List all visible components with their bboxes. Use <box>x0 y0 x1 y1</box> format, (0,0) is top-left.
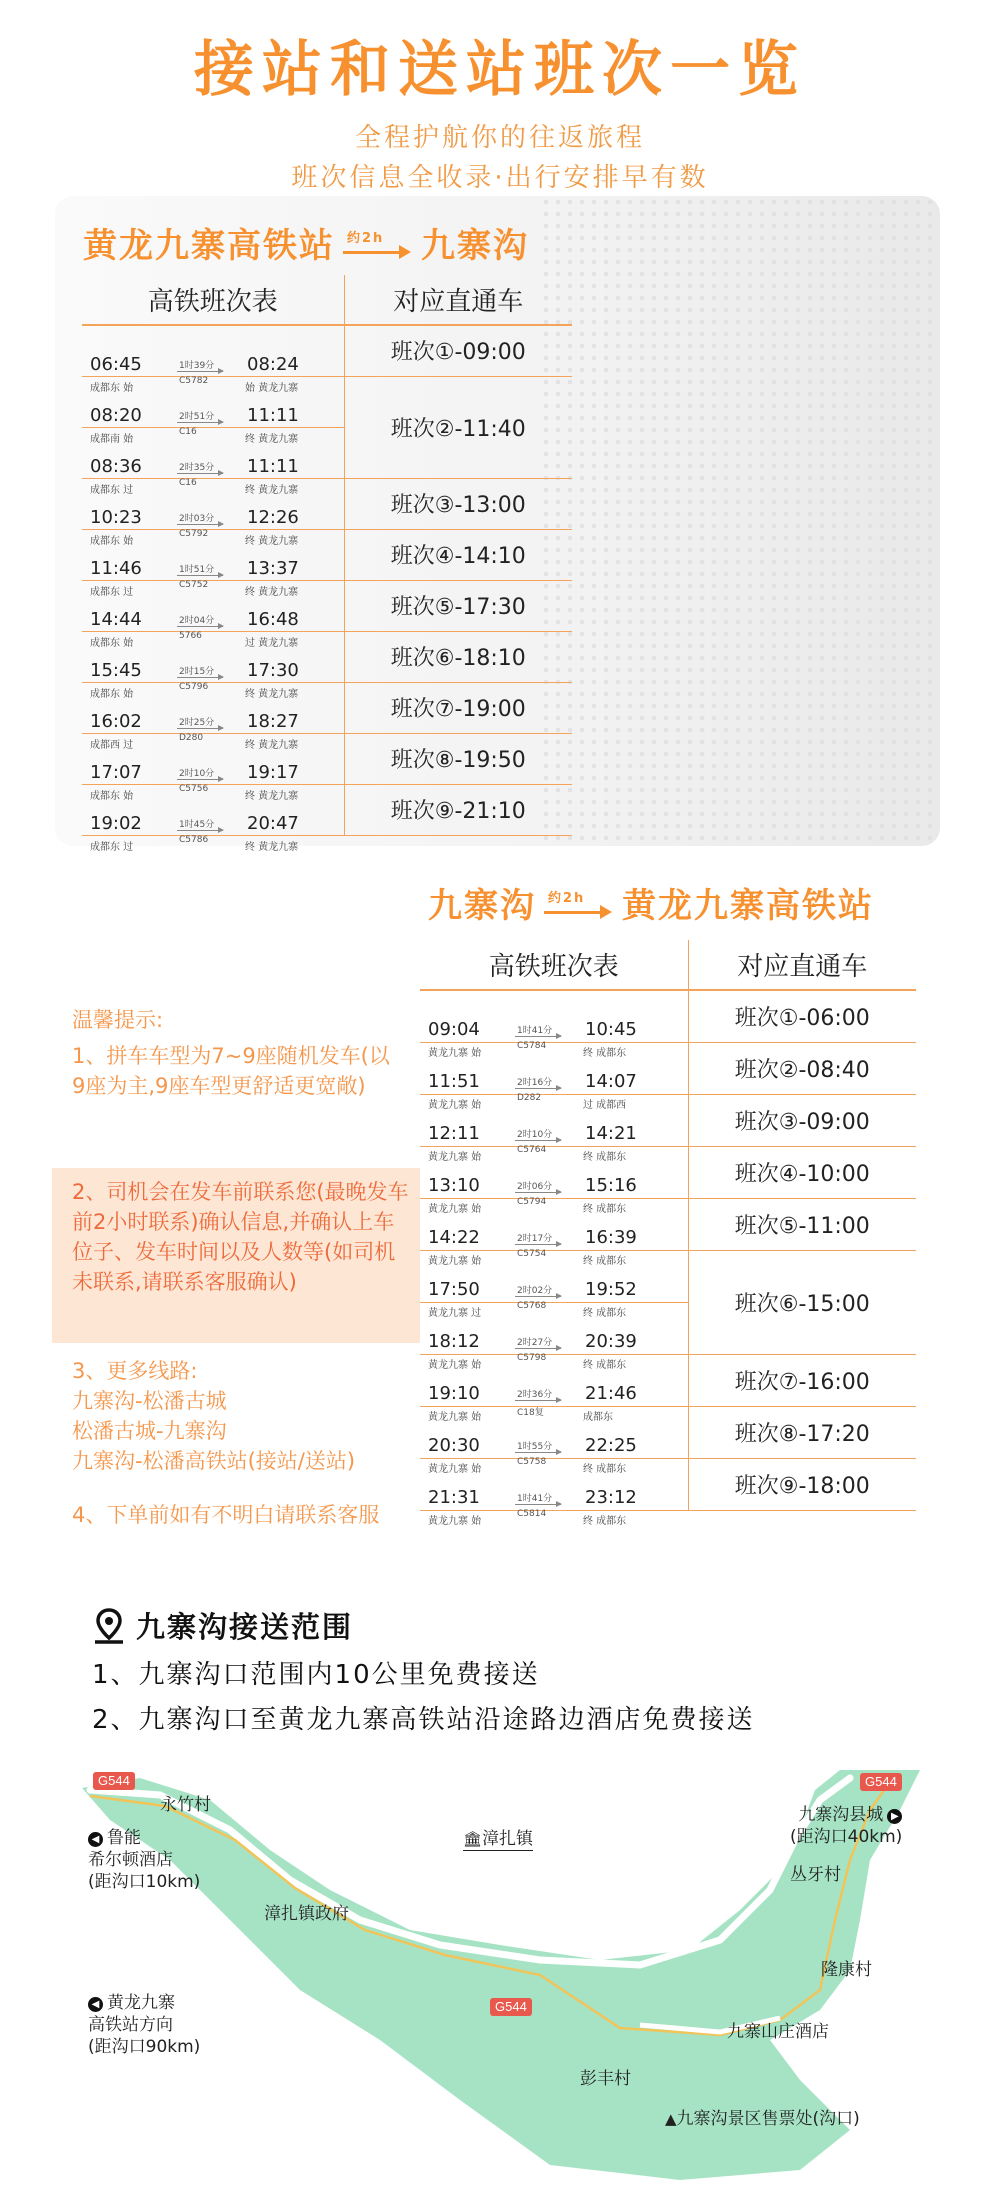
arrival-station: 过 成都西 <box>583 1100 627 1111</box>
arrow-icon <box>515 1348 561 1349</box>
arrow-icon <box>515 1192 561 1193</box>
duration: 1时55分 <box>517 1442 553 1452</box>
departure-station: 黄龙九寨 始 <box>428 1256 482 1267</box>
arrow-icon <box>515 1088 561 1089</box>
duration: 1时45分 <box>179 819 215 830</box>
train-number: D282 <box>517 1093 542 1103</box>
departure-time: 11:51 <box>428 1071 480 1092</box>
train-number: C5796 <box>179 681 209 692</box>
page-title: 接站和送站班次一览 <box>194 35 806 105</box>
duration: 1时41分 <box>517 1494 553 1504</box>
arrival-time: 14:07 <box>585 1071 637 1092</box>
bus-cell: 班次④-10:00 <box>688 1146 916 1198</box>
train-number: C5814 <box>517 1509 547 1519</box>
bus-cell: 班次⑨-21:10 <box>344 784 572 835</box>
arrow-icon <box>515 1244 561 1245</box>
train-number: 5766 <box>179 630 202 641</box>
arrival-time: 19:17 <box>247 761 299 783</box>
col-train-header: 高铁班次表 <box>82 275 344 325</box>
train-number: C5768 <box>517 1301 547 1311</box>
arrow-icon: 约2h <box>544 895 614 921</box>
arrival-time: 15:16 <box>585 1175 637 1196</box>
arrow-icon <box>177 422 223 423</box>
train-number: C5756 <box>179 783 209 794</box>
duration: 2时25分 <box>179 717 215 728</box>
area-map <box>80 1770 930 2190</box>
train-number: C5786 <box>179 834 209 845</box>
departure-time: 11:46 <box>90 557 142 579</box>
train-number: C5782 <box>179 375 209 386</box>
table-row <box>82 478 572 529</box>
departure-time: 13:10 <box>428 1175 480 1196</box>
scope-title: 九寨沟接送范围 <box>136 1610 354 1644</box>
departure-station: 成都西 过 <box>90 739 134 751</box>
departure-time: 08:36 <box>90 455 142 477</box>
departure-time: 17:50 <box>428 1279 480 1300</box>
table-row <box>420 1198 916 1250</box>
duration: 2时02分 <box>517 1286 553 1296</box>
label-hilton: ◀ 鲁能 希尔顿酒店 (距沟口10km) <box>88 1828 201 1892</box>
departure-time: 16:02 <box>90 710 142 732</box>
arrival-time: 22:25 <box>585 1435 637 1456</box>
arrow-icon <box>515 1140 561 1141</box>
arrival-station: 终 黄龙九寨 <box>245 841 299 853</box>
arrival-time: 13:37 <box>247 557 299 579</box>
tip-1: 1、拼车车型为7~9座随机发车(以9座为主,9座车型更舒适更宽敞) <box>72 1044 390 1098</box>
duration: 2时03分 <box>179 513 215 524</box>
duration: 2时35分 <box>179 462 215 473</box>
table-row <box>82 325 572 376</box>
train-number: C5758 <box>517 1457 547 1467</box>
bus-cell: 班次②-11:40 <box>344 376 572 478</box>
label-yongzhu: 永竹村 <box>160 1795 211 1815</box>
label-zhangzha: 🏛漳扎镇 <box>463 1829 534 1849</box>
arrival-time: 18:27 <box>247 710 299 732</box>
arrival-station: 终 成都东 <box>583 1256 627 1267</box>
table-row <box>82 784 572 835</box>
departure-time: 15:45 <box>90 659 142 681</box>
bus-cell: 班次⑤-11:00 <box>688 1198 916 1250</box>
label-longkang: 隆康村 <box>821 1960 872 1980</box>
arrow-icon <box>177 830 223 831</box>
label-county: 九寨沟县城 ▶ (距沟口40km) <box>790 1805 903 1847</box>
departure-station: 黄龙九寨 始 <box>428 1412 482 1423</box>
service-scope <box>92 1605 755 1736</box>
arrow-icon <box>177 371 223 372</box>
arrival-time: 19:52 <box>585 1279 637 1300</box>
mountain-icon: ▲ <box>665 2110 677 2128</box>
train-number: C18复 <box>517 1408 544 1418</box>
departure-time: 06:45 <box>90 353 142 375</box>
arrival-time: 14:21 <box>585 1123 637 1144</box>
train-number: C16 <box>179 426 197 437</box>
departure-station: 黄龙九寨 始 <box>428 1100 482 1111</box>
arrival-time: 16:48 <box>247 608 299 630</box>
departure-station: 成都东 始 <box>90 535 134 547</box>
tip-3-line-2: 松潘古城-九寨沟 <box>72 1419 227 1443</box>
scope-heading <box>92 1605 755 1646</box>
road-sign-g544: G544 <box>93 1772 135 1790</box>
departure-station: 成都东 始 <box>90 688 134 700</box>
duration: 1时51分 <box>179 564 215 575</box>
table-row <box>420 1354 916 1406</box>
table-row <box>420 1250 916 1302</box>
duration: 2时17分 <box>517 1234 553 1244</box>
arrival-station: 终 黄龙九寨 <box>245 790 299 802</box>
duration: 2时16分 <box>517 1078 553 1088</box>
table-row <box>420 1042 916 1094</box>
arrival-station: 终 黄龙九寨 <box>245 739 299 751</box>
table-row <box>420 1458 916 1510</box>
location-dot-icon: ◀ <box>88 1997 103 2012</box>
map-pin-icon <box>92 1608 126 1644</box>
train-number: C5784 <box>517 1041 547 1052</box>
label-huanglong-direction: ◀ 黄龙九寨 高铁站方向 (距沟口90km) <box>88 1993 201 2057</box>
arrival-station: 终 黄龙九寨 <box>245 586 299 598</box>
departure-time: 18:12 <box>428 1331 480 1352</box>
location-dot-icon: ◀ <box>88 1832 103 1847</box>
bus-cell: 班次④-14:10 <box>344 529 572 580</box>
arrow-icon <box>515 1036 561 1037</box>
departure-station: 黄龙九寨 过 <box>428 1308 482 1319</box>
tips-title: 温馨提示: <box>72 1008 164 1032</box>
label-shanzhuang: 九寨山庄酒店 <box>727 2022 829 2042</box>
col-train-header: 高铁班次表 <box>420 940 688 990</box>
duration: 2时27分 <box>517 1338 553 1348</box>
departure-time: 09:04 <box>428 1019 480 1041</box>
arrival-station: 终 黄龙九寨 <box>245 433 299 445</box>
arrow-icon <box>515 1452 561 1453</box>
departure-time: 10:23 <box>90 506 142 528</box>
arrival-station: 始 黄龙九寨 <box>245 382 299 394</box>
duration: 2时36分 <box>517 1390 553 1400</box>
departure-time: 19:02 <box>90 812 142 834</box>
arrow-icon <box>177 524 223 525</box>
train-cell <box>82 325 344 394</box>
duration: 1时39分 <box>179 360 215 371</box>
arrow-icon <box>177 626 223 627</box>
arrow-icon <box>515 1296 561 1297</box>
road-sign-g544: G544 <box>490 1998 532 2016</box>
departure-time: 17:07 <box>90 761 142 783</box>
duration: 2时04分 <box>179 615 215 626</box>
bus-cell: 班次③-13:00 <box>344 478 572 529</box>
duration: 2时51分 <box>179 411 215 422</box>
col-bus-header: 对应直通车 <box>688 940 916 990</box>
route-header-dropoff <box>428 878 874 927</box>
train-number: C5798 <box>517 1353 547 1363</box>
arrival-time: 23:12 <box>585 1487 637 1508</box>
table-row <box>82 631 572 682</box>
departure-station: 黄龙九寨 始 <box>428 1048 482 1060</box>
arrival-time: 16:39 <box>585 1227 637 1248</box>
arrival-time: 20:39 <box>585 1331 637 1352</box>
departure-station: 黄龙九寨 始 <box>428 1516 482 1527</box>
dropoff-timetable <box>420 940 916 1527</box>
table-row <box>82 733 572 784</box>
tips-block-1 <box>72 1005 402 1101</box>
tip-4: 4、下单前如有不明白请联系客服 <box>72 1503 380 1527</box>
tips-block-3 <box>72 1356 417 1476</box>
subtitle-2: 班次信息全收录·出行安排早有数 <box>291 163 709 193</box>
table-row <box>82 529 572 580</box>
arrival-time: 20:47 <box>247 812 299 834</box>
arrival-station: 过 黄龙九寨 <box>245 637 299 649</box>
departure-station: 成都东 始 <box>90 790 134 802</box>
table-row <box>420 990 916 1042</box>
bus-cell: 班次①-06:00 <box>688 990 916 1042</box>
departure-time: 12:11 <box>428 1123 480 1144</box>
bus-cell: 班次⑤-17:30 <box>344 580 572 631</box>
train-number: C5794 <box>517 1197 547 1207</box>
departure-station: 成都南 始 <box>90 433 134 445</box>
route-from: 九寨沟 <box>428 886 536 926</box>
arrival-station: 终 成都东 <box>583 1464 627 1475</box>
departure-time: 14:22 <box>428 1227 480 1248</box>
bus-cell: 班次②-08:40 <box>688 1042 916 1094</box>
departure-station: 黄龙九寨 始 <box>428 1204 482 1215</box>
departure-station: 成都东 过 <box>90 484 134 496</box>
pickup-timetable <box>82 275 572 853</box>
train-cell <box>420 990 688 1060</box>
arrival-station: 终 黄龙九寨 <box>245 484 299 496</box>
arrow-icon <box>177 728 223 729</box>
arrival-station: 终 成都东 <box>583 1152 627 1163</box>
route-header-pickup <box>83 218 529 267</box>
arrival-time: 11:11 <box>247 404 299 426</box>
scope-line-2: 2、九寨沟口至黄龙九寨高铁站沿途路边酒店免费接送 <box>92 1705 755 1735</box>
arrival-station: 终 黄龙九寨 <box>245 688 299 700</box>
route-to: 黄龙九寨高铁站 <box>622 886 874 926</box>
arrival-time: 17:30 <box>247 659 299 681</box>
arrival-station: 终 成都东 <box>583 1204 627 1215</box>
table-row <box>420 1406 916 1458</box>
label-zhengfu: 漳扎镇政府 <box>264 1904 349 1924</box>
arrow-icon <box>177 677 223 678</box>
departure-station: 黄龙九寨 始 <box>428 1464 482 1475</box>
location-dot-icon: ▶ <box>887 1809 902 1824</box>
table-row <box>82 580 572 631</box>
table-row <box>82 376 572 427</box>
table-row <box>420 1094 916 1146</box>
duration: 2时06分 <box>517 1182 553 1192</box>
bus-cell: 班次⑧-19:50 <box>344 733 572 784</box>
arrival-time: 11:11 <box>247 455 299 477</box>
arrival-time: 21:46 <box>585 1383 637 1404</box>
departure-station: 成都东 过 <box>90 841 134 853</box>
label-ticket-office: ▲九寨沟景区售票处(沟口) <box>665 2109 860 2129</box>
bus-cell: 班次③-09:00 <box>688 1094 916 1146</box>
road-sign-g544: G544 <box>860 1773 902 1791</box>
duration: 2时15分 <box>179 666 215 677</box>
header <box>0 0 1000 198</box>
bus-cell: 班次①-09:00 <box>344 325 572 376</box>
route-from: 黄龙九寨高铁站 <box>83 226 335 266</box>
departure-time: 08:20 <box>90 404 142 426</box>
train-number: C5764 <box>517 1145 547 1155</box>
duration: 1时41分 <box>517 1026 553 1037</box>
bus-cell: 班次⑥-18:10 <box>344 631 572 682</box>
train-number: C16 <box>179 477 197 488</box>
tip-3-line-1: 九寨沟-松潘古城 <box>72 1389 227 1413</box>
table-row <box>420 1146 916 1198</box>
label-pengfeng: 彭丰村 <box>580 2069 631 2089</box>
arrival-station: 终 成都东 <box>583 1048 627 1060</box>
table-row <box>82 682 572 733</box>
tip-3-line-3: 九寨沟-松潘高铁站(接站/送站) <box>72 1449 356 1473</box>
train-number: C5754 <box>517 1249 547 1259</box>
town-hall-icon: 🏛 <box>463 1830 483 1848</box>
arrival-station: 终 成都东 <box>583 1308 627 1319</box>
train-number: C5752 <box>179 579 209 590</box>
departure-time: 14:44 <box>90 608 142 630</box>
arrival-station: 终 黄龙九寨 <box>245 535 299 547</box>
subtitle-1: 全程护航你的往返旅程 <box>354 123 645 153</box>
departure-time: 19:10 <box>428 1383 480 1404</box>
duration: 2时10分 <box>517 1130 553 1140</box>
departure-time: 21:31 <box>428 1487 480 1508</box>
arrival-time: 10:45 <box>585 1019 637 1041</box>
label-congya: 丛牙村 <box>790 1865 841 1885</box>
arrival-station: 成都东 <box>583 1412 613 1423</box>
arrival-station: 终 成都东 <box>583 1516 627 1527</box>
col-bus-header: 对应直通车 <box>344 275 572 325</box>
arrow-icon <box>177 575 223 576</box>
tip-2: 2、司机会在发车前联系您(最晚发车前2小时联系)确认信息,并确认上车位子、发车时间以及人数等(如司机未联系,请联系客服确认) <box>72 1180 409 1294</box>
bus-cell: 班次⑦-19:00 <box>344 682 572 733</box>
departure-station: 成都东 过 <box>90 586 134 598</box>
departure-station: 黄龙九寨 始 <box>428 1152 482 1163</box>
departure-station: 成都东 始 <box>90 637 134 649</box>
arrow-icon <box>515 1400 561 1401</box>
bus-cell: 班次⑦-16:00 <box>688 1354 916 1406</box>
route-to: 九寨沟 <box>421 226 529 266</box>
train-number: D280 <box>179 732 204 743</box>
departure-time: 20:30 <box>428 1435 480 1456</box>
tip-3-title: 3、更多线路: <box>72 1359 198 1383</box>
bus-cell: 班次⑨-18:00 <box>688 1458 916 1510</box>
arrival-time: 08:24 <box>247 353 299 375</box>
scope-line-1: 1、九寨沟口范围内10公里免费接送 <box>92 1660 540 1690</box>
bus-cell: 班次⑧-17:20 <box>688 1406 916 1458</box>
arrival-station: 终 成都东 <box>583 1360 627 1371</box>
arrow-icon <box>177 473 223 474</box>
bus-cell: 班次⑥-15:00 <box>688 1250 916 1354</box>
duration: 2时10分 <box>179 768 215 779</box>
arrow-icon <box>515 1504 561 1505</box>
train-number: C5792 <box>179 528 209 539</box>
arrow-icon <box>177 779 223 780</box>
arrow-icon: 约2h <box>343 235 413 261</box>
departure-station: 成都东 始 <box>90 382 134 394</box>
departure-station: 黄龙九寨 始 <box>428 1360 482 1371</box>
arrival-time: 12:26 <box>247 506 299 528</box>
